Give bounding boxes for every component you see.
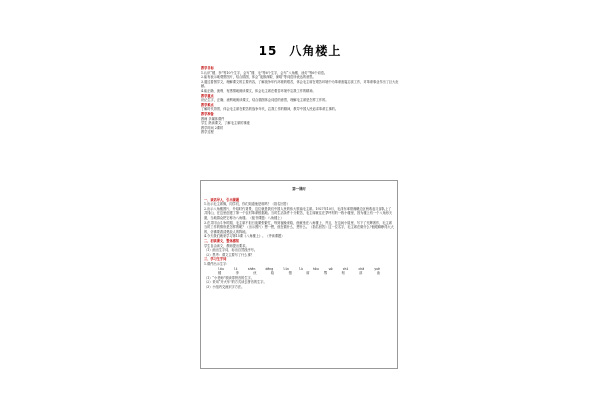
- character-item: 楼: [218, 271, 222, 276]
- document-title: [200, 42, 400, 59]
- pinyin-item: chā: [358, 266, 365, 271]
- character-item: 油: [376, 271, 380, 276]
- lesson-title-text: 八角楼上: [289, 44, 342, 58]
- text-line: 4.能正确、流利、有感情地朗读课文，体会毛主席在艰苦环境中忘我工作的精神。: [201, 88, 316, 93]
- text-line: 学生 熟读课文，了解毛主席的事迹: [201, 121, 250, 126]
- pinyin-item: shēn: [247, 266, 256, 271]
- pinyin-item: chǐ: [342, 266, 349, 271]
- character-item: 刻: [341, 271, 345, 276]
- text-line: 3.通过看图学文，理解课文的主要内容，了解战争年代环境的艰苦，体会毛主席在艰苦环境中为革命废寝忘食工作，对革命事业作出了巨大贡献。: [201, 79, 399, 89]
- text-line: （2）思考：课文主要写了什么事？: [204, 252, 254, 257]
- first-lesson-title: 第一课时: [292, 187, 306, 191]
- text-line: 1.课件出示生字：: [204, 261, 230, 266]
- text-line: （1）画出生字词，标出自然段序号。: [204, 248, 258, 253]
- text-line: 教学时间 2课时: [201, 125, 224, 130]
- text-line: 4.今天我们就来学习第15课《八角楼上》。（齐读课题）: [204, 234, 285, 239]
- pinyin-item: lǐn: [283, 266, 289, 271]
- section-heading: 二、初读课文，整体感知: [204, 238, 240, 243]
- lesson-number: 15: [258, 44, 278, 58]
- pinyin-item: hòu: [312, 266, 319, 271]
- text-line: 3.在井冈山斗争时期，毛主席不但日夜紧张繁忙，每到夜晚来临，他就坐在八角楼上，并且，在这间小屋里，写下了光辉著作，毛主席当时工作的情形是怎样的呢？（出示图片）想一想，他在做什么，想什么。（指名回答）这一位名字，毛主席在做什么?他眼睛睁得大大的，仿佛要看清楚敌人的阵地。: [204, 220, 394, 234]
- pinyin-item: yuè: [374, 266, 380, 271]
- text-line: 了解时代背景，体会毛主席在艰苦的战争年代，忘我工作的精神，教导中国人民追求革命主事的。: [201, 107, 339, 112]
- section-heading: 教学目标: [201, 66, 214, 70]
- pinyin-item: lǐ: [233, 266, 238, 271]
- character-item: 鄂: [323, 271, 328, 276]
- text-line: 1.出示毛主席像，同学们，你们知道他是谁吗？（指名回答）: [204, 202, 290, 207]
- character-item: 伙: [253, 271, 257, 276]
- pinyin-item: lóu: [218, 266, 224, 271]
- section-heading: 三、学习生字词: [204, 257, 227, 262]
- section-heading: 教学准备: [201, 111, 214, 116]
- lesson-plan-section: [201, 66, 399, 135]
- text-line: 2.出示八角楼图片，介绍时代背景，这位就是我们中国人民的伟大领袖毛主席。1927年10月，毛泽东率领湘赣边区秋收起义部队上了井冈山，在这里创建了第一个农村革命根据地。当时生活条件十分艰苦，毛主席就住在茅坪村的一栋小楼里，因为楼上有一个八角形天窗，当地群众把它称为八角楼。（板书课题：八角楼上）: [204, 206, 393, 220]
- text-line: 识记生字，正确、流利地朗读课文，结合插图体会词语的意思，理解毛主席是怎样工作的。: [201, 98, 329, 103]
- text-line: （3）小组内交流识字方法。: [204, 284, 245, 289]
- character-item: 席: [306, 271, 310, 276]
- character-item: 李: [235, 271, 239, 276]
- section-heading: 教学难点: [201, 102, 214, 107]
- section-heading: 教学重点: [201, 93, 214, 98]
- text-line: 2.能有表示地观察图片，结合插图，体会“夜都深啦、深啦”等词语所表达的意思。: [201, 75, 316, 80]
- text-line: 1.认识“楼、李”等10个生字，会写“楼、毛”等6个生字，会写“八角楼、油灯”等6个词语。: [201, 70, 328, 75]
- first-lesson-box: [200, 180, 398, 369]
- character-item: 部: [359, 271, 363, 276]
- pinyin-item: lù: [298, 266, 303, 271]
- pinyin-item: wò: [328, 266, 333, 271]
- text-line: （1）“小老师”领读带拼音的生字。: [204, 275, 254, 280]
- character-item: 猎: [288, 271, 292, 276]
- text-line: 教师 多媒体课件: [201, 116, 225, 121]
- lesson-after-lines: [204, 276, 394, 290]
- lesson-lines: [204, 198, 394, 267]
- pinyin-item: dēng: [265, 266, 274, 271]
- text-line: 教学过程: [201, 130, 214, 135]
- text-line: （2）采用“开火车”的方式读去拼音的生字。: [204, 280, 267, 285]
- character-item: 临: [270, 271, 275, 276]
- section-heading: 一、谈话导入，引出课题: [204, 197, 240, 202]
- text-line: 学生自由读文，教师提出要求。: [204, 243, 249, 248]
